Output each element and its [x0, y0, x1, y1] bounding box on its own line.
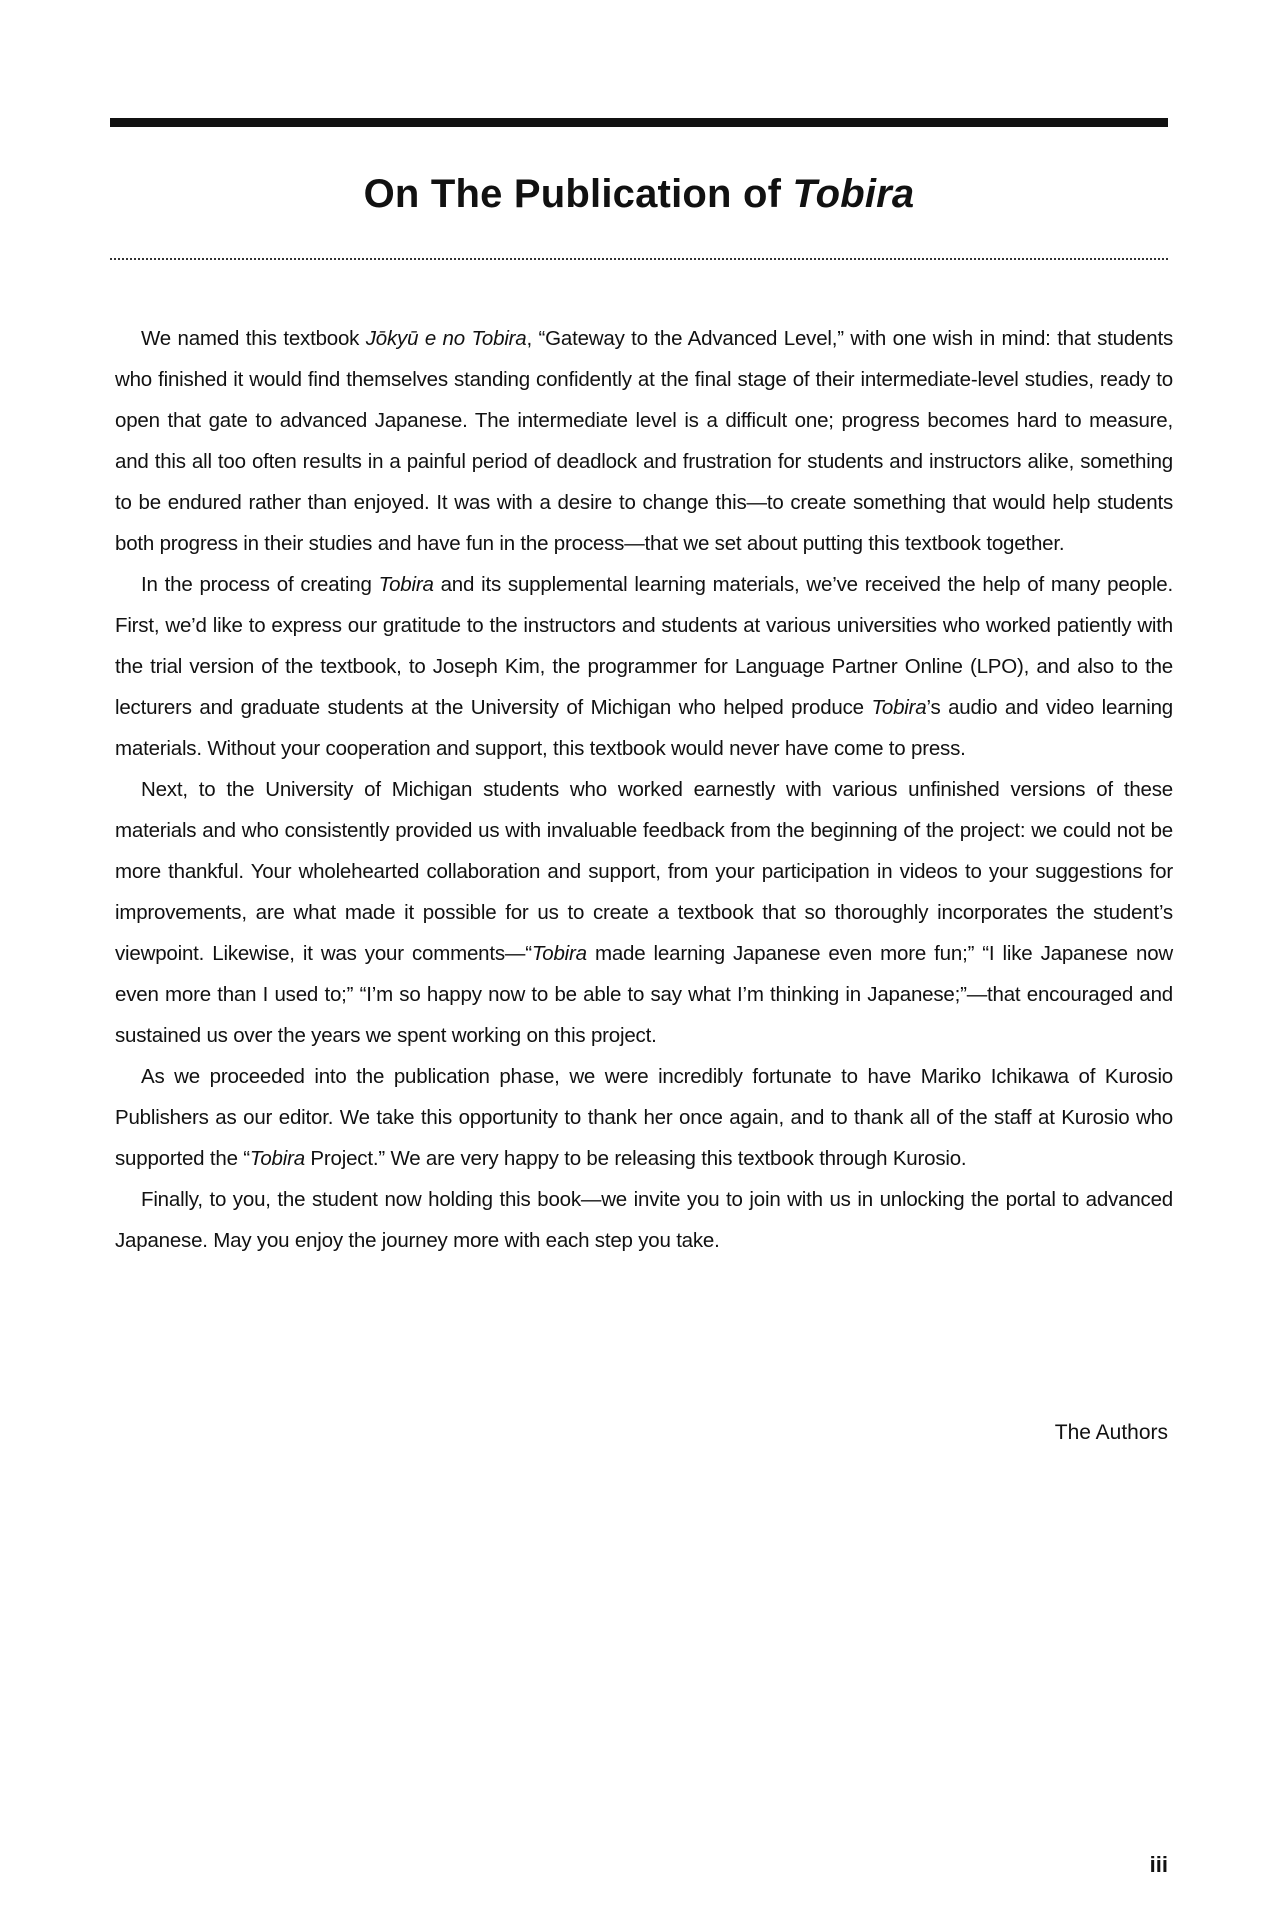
page-number: iii: [1149, 1852, 1168, 1877]
text-run: Next, to the University of Michigan students who worked earnestly with various unfinished versions of these materials and who consistently provided us with invaluable feedback from the beginning of the project: we could not be more thankful. Your wholehearted collaboration and support, from your participation in videos to your suggestions for improvements, are what made it possible for us to create a textbook that so thoroughly incorporates the student’s viewpoint. Likewise, it was your comments—“: [115, 778, 1173, 965]
dotted-divider: [110, 258, 1168, 260]
text-run: Project.” We are very happy to be releasing this textbook through Kurosio.: [304, 1147, 967, 1170]
title-main: On The Publication of: [363, 172, 793, 216]
italic-run: Tobira: [378, 573, 434, 596]
signature: The Authors: [1054, 1421, 1168, 1444]
text-run: As we proceeded into the publication phase, we were incredibly fortunate to have Mariko Ichikawa of Kurosio Publishers as our editor. We take this opportunity to thank her once again, and to thank all of the staff at Kurosio who supported the “: [115, 1065, 1173, 1170]
paragraph: [115, 1056, 1173, 1179]
text-run: and its supplemental learning materials, we’ve received the help of many people. First, we’d like to express our gratitude to the instructors and students at various universities who worked patiently with the trial version of the textbook, to Joseph Kim, the programmer for Language Partner Online (LPO), and also to the lecturers and graduate students at the University of Michigan who helped produce: [115, 573, 1173, 719]
text-run: , “Gateway to the Advanced Level,” with one wish in mind: that students who finished it would find themselves standing confidently at the final stage of their intermediate-level studies, ready to open that gate to advanced Japanese. The intermediate level is a difficult one; progress becomes hard to measure, and this all too often results in a painful period of deadlock and frustration for students and instructors alike, something to be endured rather than enjoyed. It was with a desire to change this—to create something that would help students both progress in their studies and have fun in the process—that we set about putting this textbook together.: [115, 327, 1173, 555]
paragraph: [115, 769, 1173, 1056]
italic-run: Tobira: [871, 696, 927, 719]
title-italic: Tobira: [792, 172, 915, 216]
text-run: made learning Japanese even more fun;” “I like Japanese now even more than I used to;” “I’m so happy now to be able to say what I’m thinking in Japanese;”—that encouraged and sustained us over the years we spent working on this project.: [115, 942, 1173, 1047]
text-run: We named this textbook: [141, 327, 366, 350]
top-rule: [110, 118, 1168, 127]
paragraph: [115, 1179, 1173, 1261]
italic-run: Tobira: [531, 942, 587, 965]
italic-run: Tobira: [249, 1147, 305, 1170]
page-title: [110, 168, 1168, 220]
italic-run: Jōkyū e no Tobira: [365, 327, 527, 350]
text-run: Finally, to you, the student now holding this book—we invite you to join with us in unlocking the portal to advanced Japanese. May you enjoy the journey more with each step you take.: [115, 1188, 1173, 1252]
preface-body: [115, 318, 1173, 1261]
paragraph: [115, 564, 1173, 769]
text-run: In the process of creating: [141, 573, 379, 596]
paragraph: [115, 318, 1173, 564]
text-run: ’s audio and video learning materials. Without your cooperation and support, this textbook would never have come to press.: [115, 696, 1173, 760]
